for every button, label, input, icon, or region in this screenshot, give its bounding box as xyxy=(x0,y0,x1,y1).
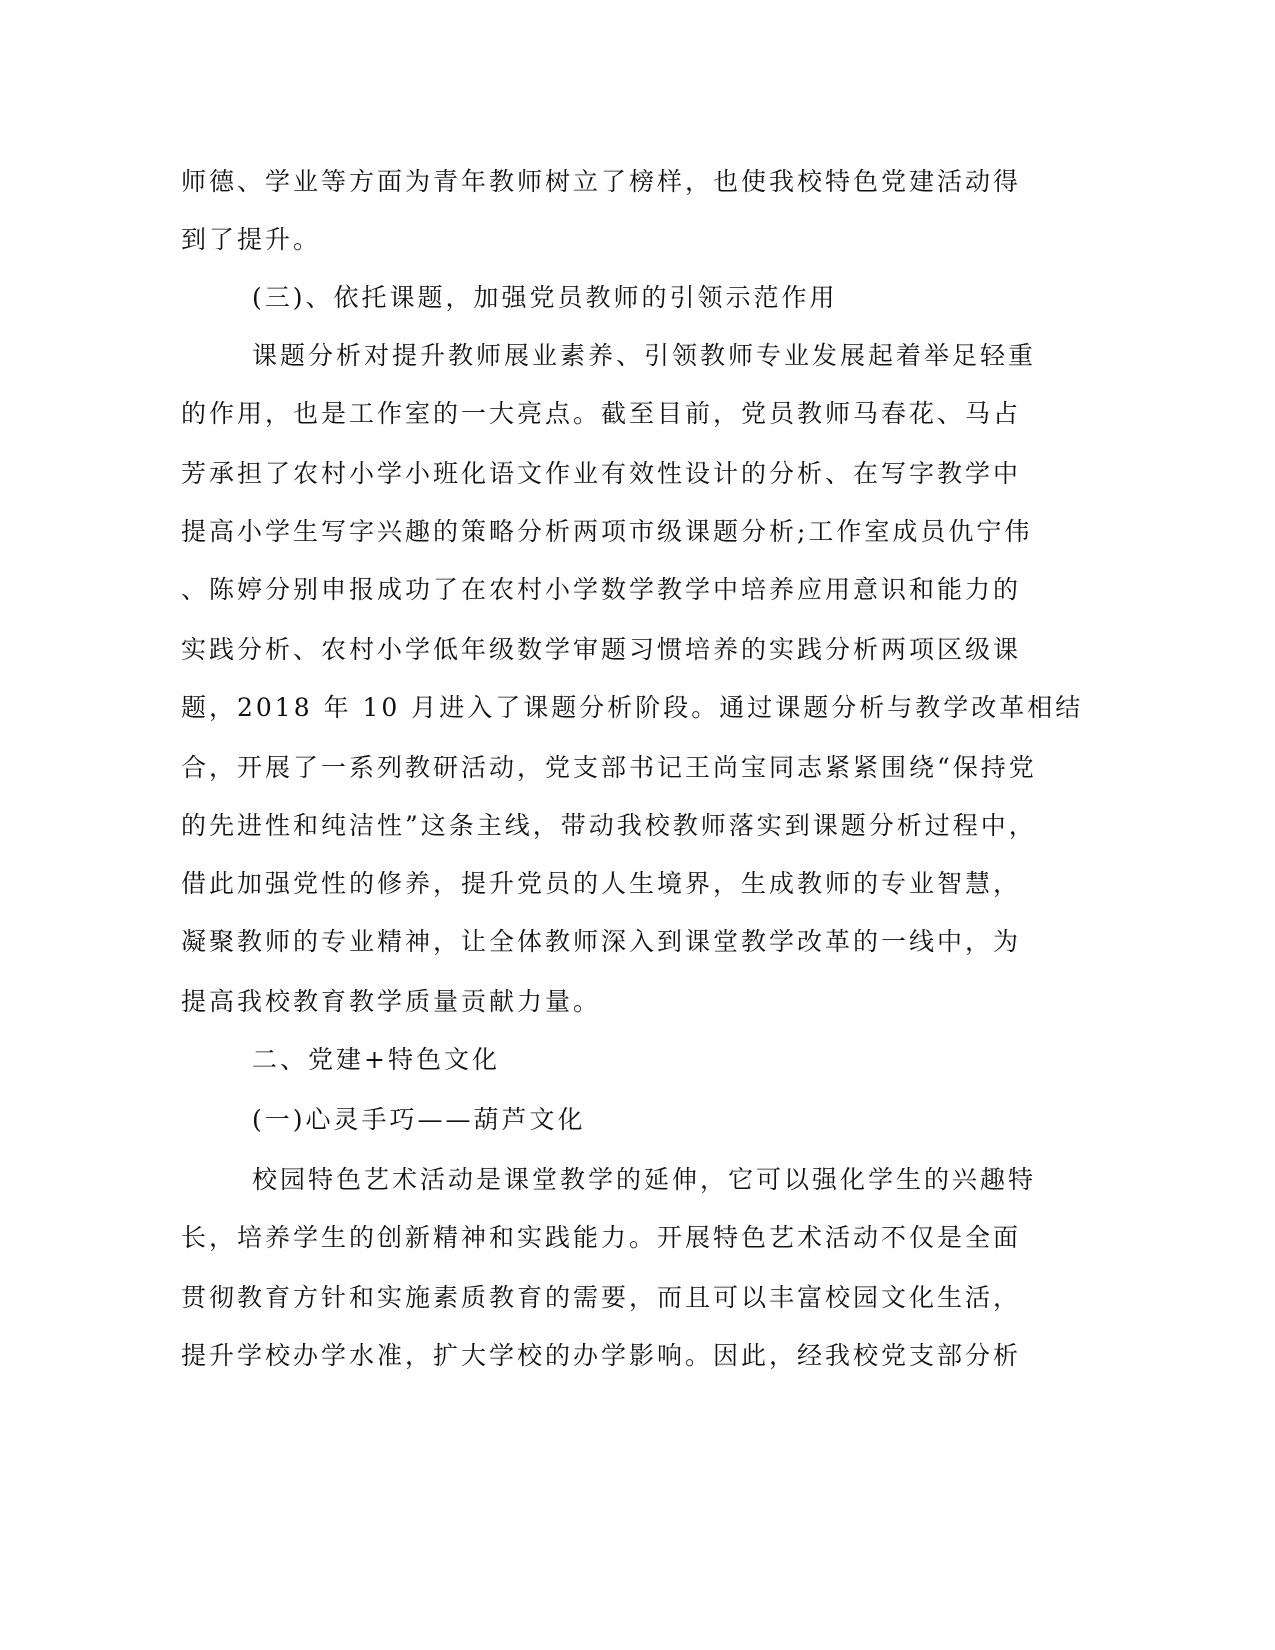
text-line: 二、党建+特色文化 xyxy=(252,1045,500,1074)
text-line: 芳承担了农村小学小班化语文作业有效性设计的分析、在写字教学中 xyxy=(181,459,1022,488)
text-line: 实践分析、农村小学低年级数学审题习惯培养的实践分析两项区级课 xyxy=(181,635,1022,664)
text-line: (三)、依托课题，加强党员教师的引领示范作用 xyxy=(252,283,838,312)
text-line: 凝聚教师的专业精神，让全体教师深入到课堂教学改革的一线中，为 xyxy=(181,927,1022,956)
text-line: 的作用，也是工作室的一大亮点。截至目前，党员教师马春花、马占 xyxy=(181,399,1022,428)
text-line: 师德、学业等方面为青年教师树立了榜样，也使我校特色党建活动得 xyxy=(181,167,1022,196)
text-line: 提高小学生写字兴趣的策略分析两项市级课题分析;工作室成员仇宁伟 xyxy=(181,517,1033,546)
text-line: 长，培养学生的创新精神和实践能力。开展特色艺术活动不仅是全面 xyxy=(181,1223,1022,1252)
text-line: 贯彻教育方针和实施素质教育的需要，而且可以丰富校园文化生活， xyxy=(181,1283,1022,1312)
text-line: 到了提升。 xyxy=(181,225,322,254)
text-line: 提高我校教育教学质量贡献力量。 xyxy=(181,987,602,1016)
text-line: 提升学校办学水准，扩大学校的办学影响。因此，经我校党支部分析 xyxy=(181,1341,1022,1370)
text-line: 题，2018 年 10 月进入了课题分析阶段。通过课题分析与教学改革相结 xyxy=(181,693,1084,722)
text-line: 、陈婷分别申报成功了在农村小学数学教学中培养应用意识和能力的 xyxy=(181,575,1022,604)
text-line: 合，开展了一系列教研活动，党支部书记王尚宝同志紧紧围绕“保持党 xyxy=(181,753,1037,782)
text-line: 课题分析对提升教师展业素养、引领教师专业发展起着举足轻重 xyxy=(252,341,1037,370)
text-line: 借此加强党性的修养，提升党员的人生境界，生成教师的专业智慧， xyxy=(181,869,1022,898)
text-line: 的先进性和纯洁性”这条主线，带动我校教师落实到课题分析过程中， xyxy=(181,811,1037,840)
text-line: (一)心灵手巧——葫芦文化 xyxy=(252,1105,586,1134)
text-line: 校园特色艺术活动是课堂教学的延伸，它可以强化学生的兴趣特 xyxy=(252,1165,1037,1194)
